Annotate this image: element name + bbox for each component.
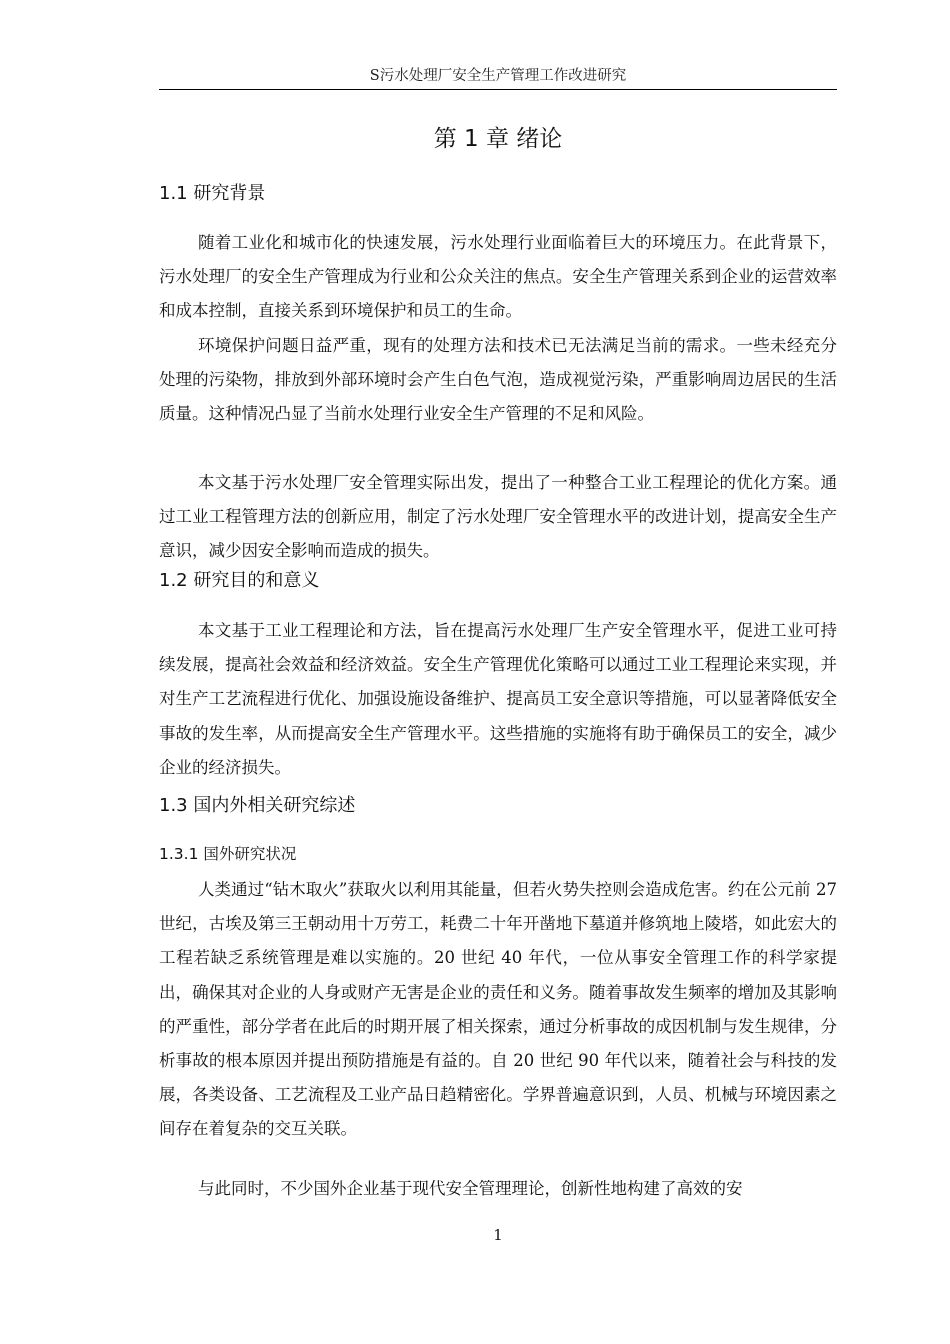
running-header: S污水处理厂安全生产管理工作改进研究 [369, 68, 627, 84]
header-rule [159, 89, 837, 90]
chapter-title: 第 1 章 绪论 [433, 126, 563, 152]
paragraph: 与此同时，不少国外企业基于现代安全管理理论，创新性地构建了高效的安 [198, 1179, 743, 1198]
paragraph: 随着工业化和城市化的快速发展，污水处理行业面临着巨大的环境压力。在此背景下，污水处理厂的安全生产管理成为行业和公众关注的焦点。安全生产管理关系到企业的运营效率和成本控制，直接关系到环境保护和员工的生命。 [159, 233, 837, 321]
paragraph: 本文基于污水处理厂安全管理实际出发，提出了一种整合工业工程理论的优化方案。通过工业工程管理方法的创新应用，制定了污水处理厂安全管理水平的改进计划，提高安全生产意识，减少因安全影响而造成的损失。 [159, 473, 837, 561]
paragraph: 人类通过“钻木取火”获取火以利用其能量，但若火势失控则会造成危害。约在公元前 27 世纪，古埃及第三王朝动用十万劳工，耗费二十年开凿地下墓道并修筑地上陵塔，如此宏大的工程若缺乏系统管理是难以实施的。20 世纪 40 年代，一位从事安全管理工作的科学家提出，确保其对企业的人身或财产无害是企业的责任和义务。随着事故发生频率的增加及其影响的严重性，部分学者在此后的时期开展了相关探索，通过分析事故的成因机制与发生规律，分析事故的根本原因并提出预防措施是有益的。自 20 世纪 90 年代以来，随着社会与科技的发展，各类设备、工艺流程及工业产品日趋精密化。学界普遍意识到，人员、机械与环境因素之间存在着复杂的交互关联。 [159, 880, 837, 1139]
subsection-heading-1-3-1: 1.3.1 国外研究状况 [159, 845, 297, 863]
page-number: 1 [493, 1226, 503, 1244]
paragraph: 本文基于工业工程理论和方法，旨在提高污水处理厂生产安全管理水平，促进工业可持续发展，提高社会效益和经济效益。安全生产管理优化策略可以通过工业工程理论来实现，并对生产工艺流程进行优化、加强设施设备维护、提高员工安全意识等措施，可以显著降低安全事故的发生率，从而提高安全生产管理水平。这些措施的实施将有助于确保员工的安全，减少企业的经济损失。 [159, 621, 837, 777]
section-heading-1-2: 1.2 研究目的和意义 [159, 570, 320, 591]
paragraph: 环境保护问题日益严重，现有的处理方法和技术已无法满足当前的需求。一些未经充分处理的污染物，排放到外部环境时会产生白色气泡，造成视觉污染，严重影响周边居民的生活质量。这种情况凸显了当前水处理行业安全生产管理的不足和风险。 [159, 336, 837, 424]
section-heading-1-1: 1.1 研究背景 [159, 183, 266, 204]
section-heading-1-3: 1.3 国内外相关研究综述 [159, 795, 356, 816]
